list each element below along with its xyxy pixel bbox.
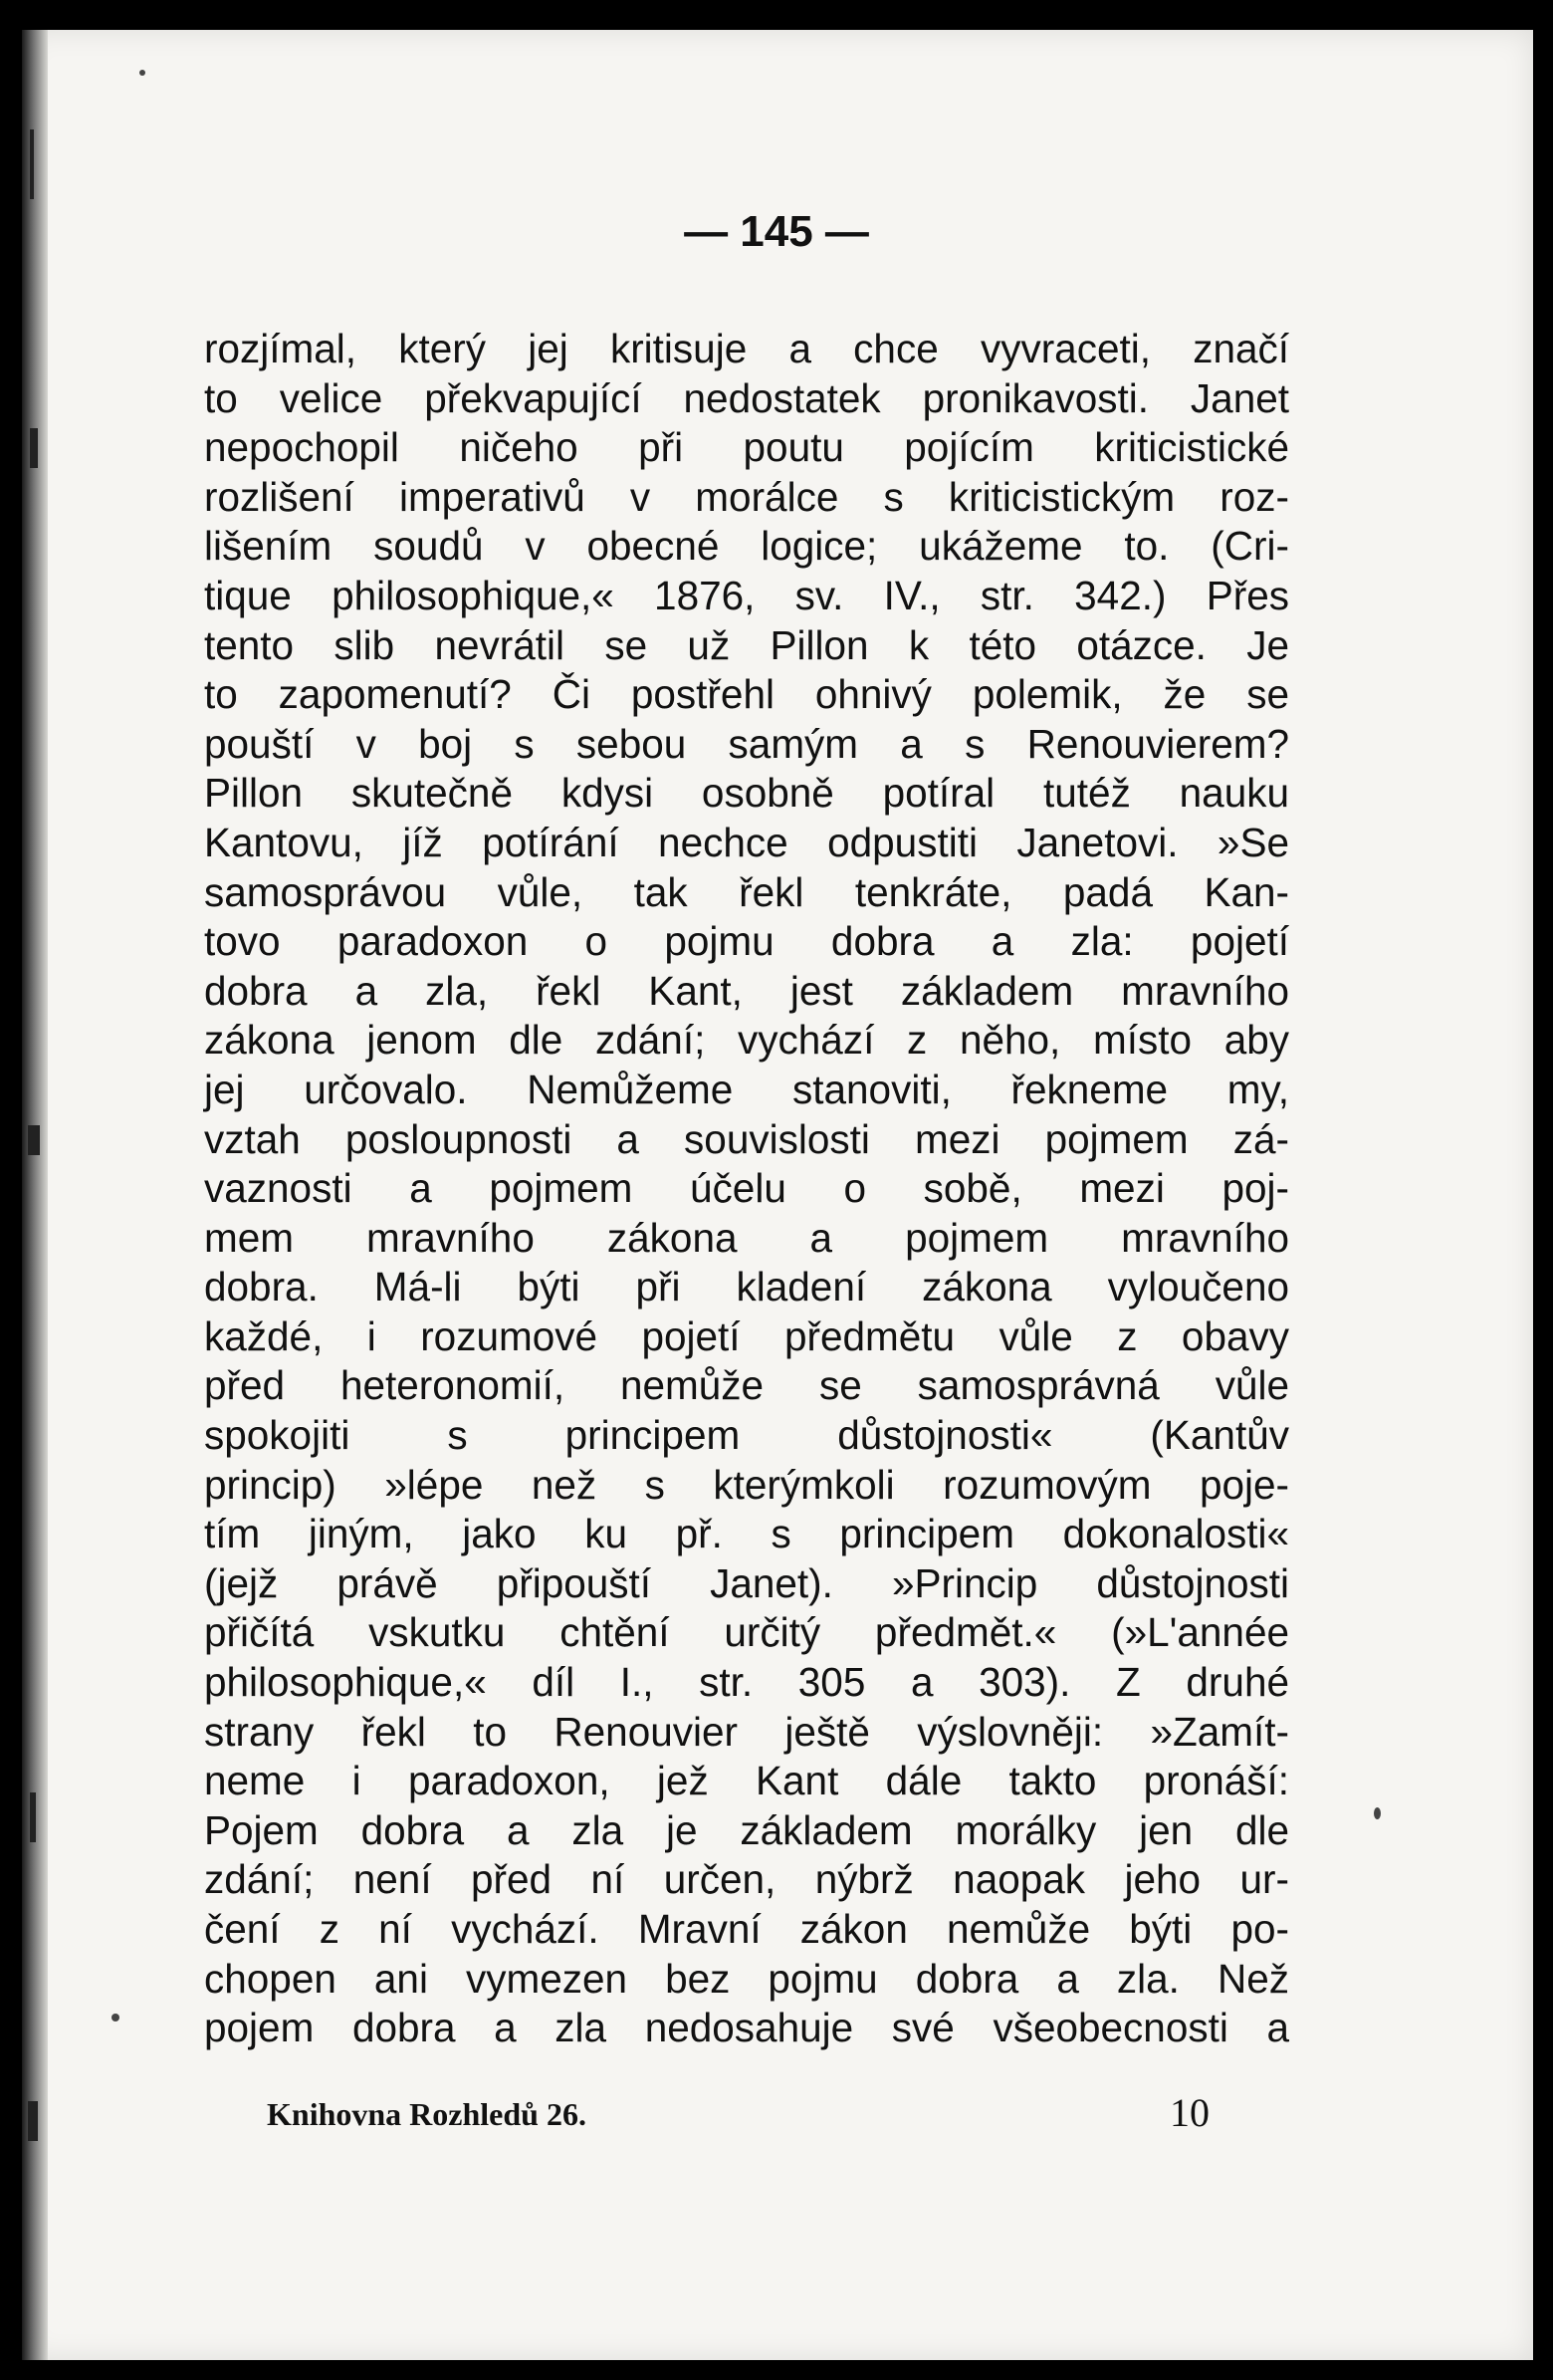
text-line: rozjímal, který jej kritisuje a chce vyvraceti, značí [204,326,1289,371]
text-line: chopen ani vymezen bez pojmu dobra a zla. Než [204,1955,1289,2002]
text-line: to velice překvapující nedostatek pronikavosti. Janet [204,374,1289,421]
margin-mark [28,2101,38,2141]
text-line: zdání; není před ní určen, nýbrž naopak jeho ur- [204,1856,1289,1903]
text-line: to zapomenutí? Či postřehl ohnivý polemik, že se [204,671,1289,718]
speck [111,2014,119,2022]
text-line: jej určovalo. Nemůžeme stanoviti, řekneme my, [204,1066,1289,1112]
text-line: pouští v boj s sebou samým a s Renouvierem? [204,720,1289,767]
text-line: lišením soudů v obecné logice; ukážeme to. (Cri- [204,523,1289,570]
speck [139,70,145,76]
speck [1374,1807,1381,1819]
text-line: neme i paradoxon, jež Kant dále takto pronáší: [204,1758,1289,1804]
text-line: philosophique,« díl I., str. 305 a 303). Z druhé [204,1659,1289,1706]
text-line: strany řekl to Renouvier ještě výslovněji: »Zamít- [204,1708,1289,1755]
text-line: Pojem dobra a zla je základem morálky jen dle [204,1806,1289,1853]
text-line: samosprávou vůle, tak řekl tenkráte, padá Kan- [204,868,1289,915]
text-line: (jejž právě připouští Janet). »Princip důstojnosti [204,1559,1289,1606]
text-line: každé, i rozumové pojetí předmětu vůle z obavy [204,1312,1289,1359]
text-line: před heteronomií, nemůže se samosprávná vůle [204,1362,1289,1409]
text-line: spokojiti s principem důstojnosti« (Kantův [204,1412,1289,1459]
text-line: tím jiným, jako ku př. s principem dokonalosti« [204,1511,1289,1557]
margin-mark [30,1792,36,1842]
text-line: tique philosophique,« 1876, sv. IV., str. 342.) Přes [204,572,1289,618]
text-line: tento slib nevrátil se už Pillon k této otázce. Je [204,621,1289,668]
text-line: dobra. Má-li býti při kladení zákona vyloučeno [204,1264,1289,1310]
text-line: rozlišení imperativů v morálce s kriticistickým roz- [204,473,1289,520]
text-line: dobra a zla, řekl Kant, jest základem mravního [204,967,1289,1014]
page-number-header: — 145 — [684,207,869,256]
text-line: mem mravního zákona a pojmem mravního [204,1214,1289,1261]
text-line: Kantovu, jíž potírání nechce odpustiti Janetovi. »Se [204,819,1289,865]
text-line: pojem dobra a zla nedosahuje své všeobecnosti a [204,2005,1289,2051]
page-binding-edge [22,30,48,2360]
text-line: zákona jenom dle zdání; vychází z něho, místo aby [204,1017,1289,1064]
margin-mark [30,428,38,468]
margin-mark [28,1125,40,1155]
text-line: nepochopil ničeho při poutu pojícím kriticistické [204,424,1289,471]
margin-mark [30,129,34,199]
sheet-number: 10 [1170,2090,1210,2135]
text-line: přičítá vskutku chtění určitý předmět.« (»L'année [204,1609,1289,1656]
body-text [204,325,1289,2053]
text-line: Pillon skutečně kdysi osobně potíral tutéž nauku [204,770,1289,817]
text-line: tovo paradoxon o pojmu dobra a zla: pojetí [204,918,1289,965]
text-line: princip) »lépe než s kterýmkoli rozumovým poje- [204,1461,1289,1508]
signature-line: Knihovna Rozhledů 26. [267,2096,586,2132]
text-line: vaznosti a pojmem účelu o sobě, mezi poj- [204,1165,1289,1212]
text-line: čení z ní vychází. Mravní zákon nemůže býti po- [204,1906,1289,1952]
text-line: vztah posloupnosti a souvislosti mezi pojmem zá- [204,1115,1289,1162]
